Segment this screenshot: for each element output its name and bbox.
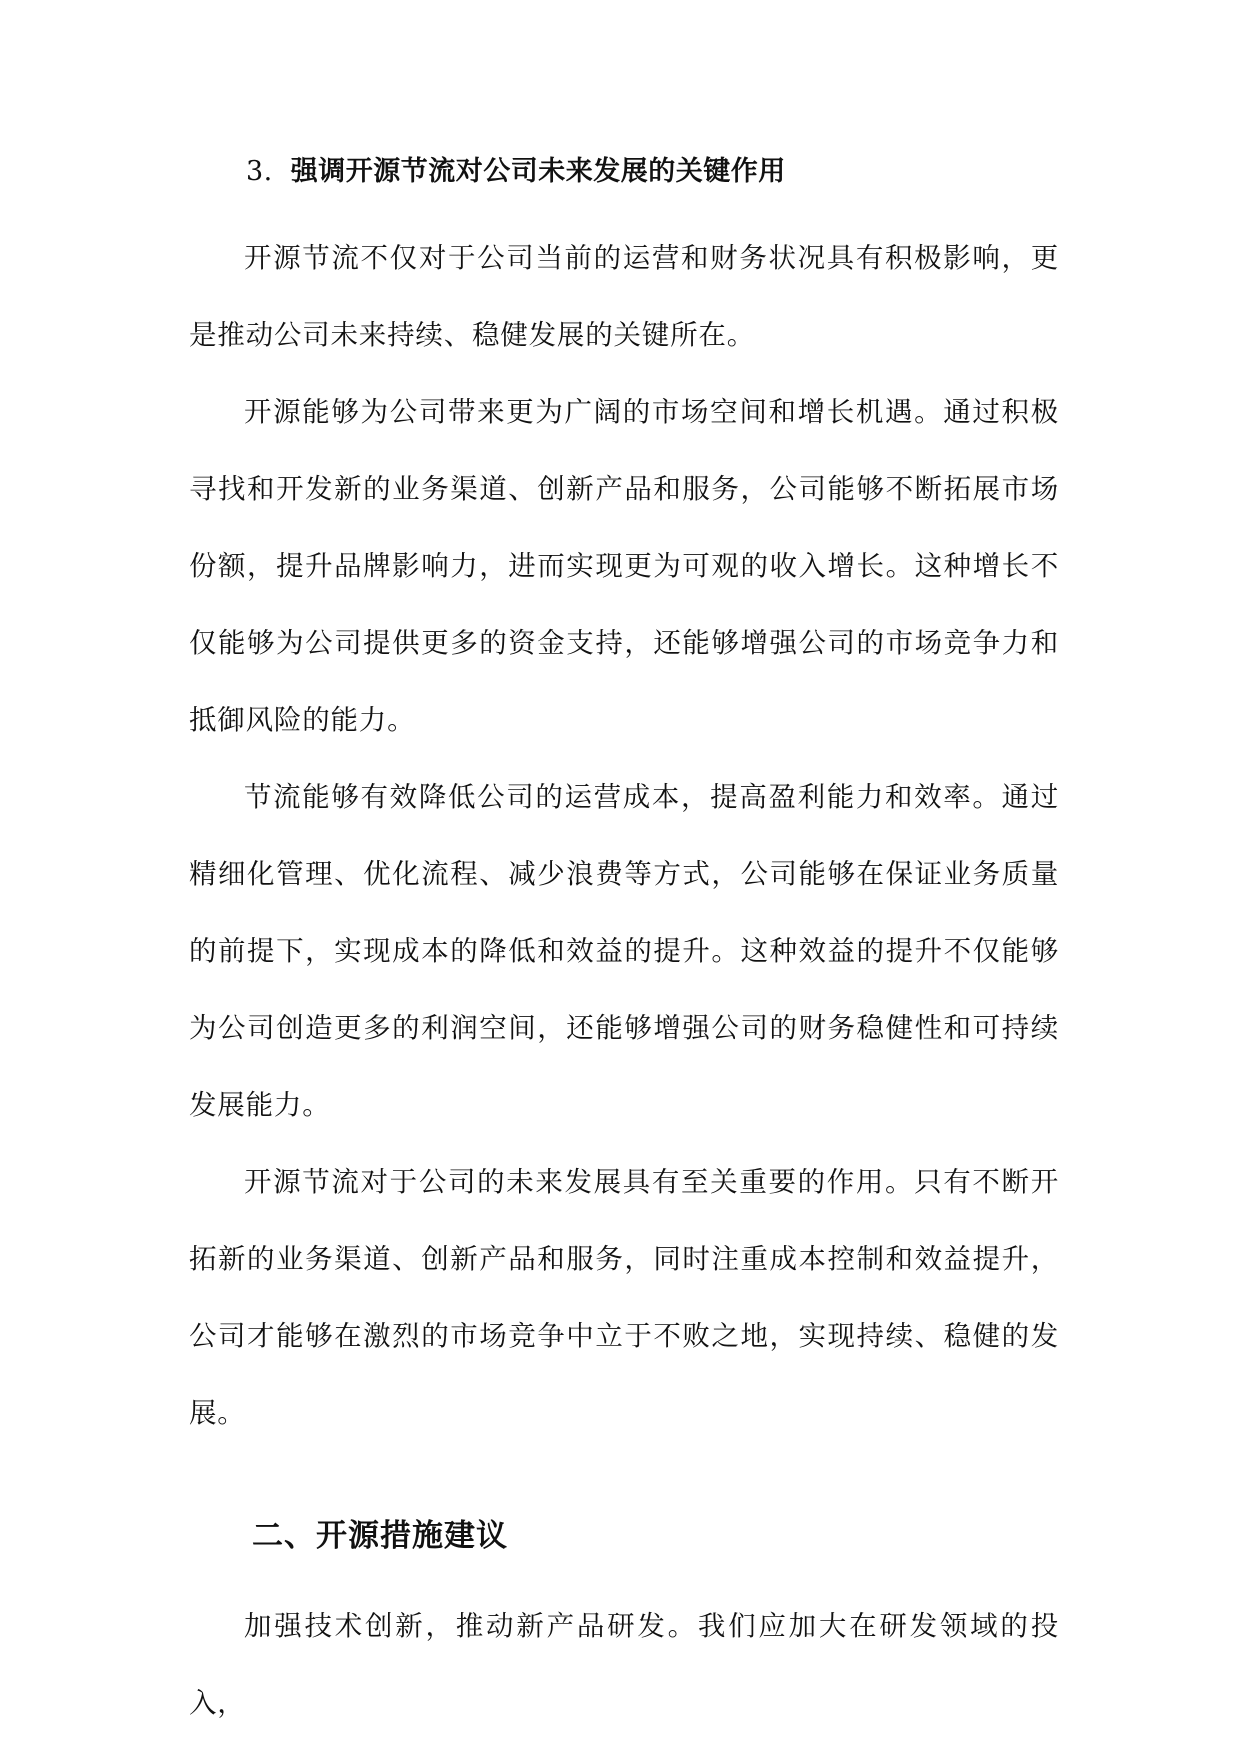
subheading-text: 强调开源节流对公司未来发展的关键作用 (290, 156, 786, 187)
document-body (189, 146, 1059, 1742)
subheading-number: 3. (246, 156, 273, 187)
paragraph: 加强技术创新，推动新产品研发。我们应加大在研发领域的投入， (189, 1610, 1059, 1719)
paragraph: 开源能够为公司带来更为广阔的市场空间和增长机遇。通过积极寻找和开发新的业务渠道、创新产品和服务，公司能够不断拓展市场份额，提升品牌影响力，进而实现更为可观的收入增长。这种增长不仅能够为公司提供更多的资金支持，还能够增强公司的市场竞争力和抵御风险的能力。 (189, 396, 1059, 736)
paragraph: 节流能够有效降低公司的运营成本，提高盈利能力和效率。通过精细化管理、优化流程、减少浪费等方式，公司能够在保证业务质量的前提下，实现成本的降低和效益的提升。这种效益的提升不仅能够为公司创造更多的利润空间，还能够增强公司的财务稳健性和可持续发展能力。 (189, 781, 1059, 1121)
paragraph: 开源节流对于公司的未来发展具有至关重要的作用。只有不断开拓新的业务渠道、创新产品和服务，同时注重成本控制和效益提升，公司才能够在激烈的市场竞争中立于不败之地，实现持续、稳健的发展。 (189, 1166, 1059, 1429)
subheading (189, 146, 1059, 198)
section-heading: 二、开源措施建议 (252, 1518, 508, 1554)
paragraph: 开源节流不仅对于公司当前的运营和财务状况具有积极影响，更是推动公司未来持续、稳健发展的关键所在。 (189, 242, 1059, 351)
